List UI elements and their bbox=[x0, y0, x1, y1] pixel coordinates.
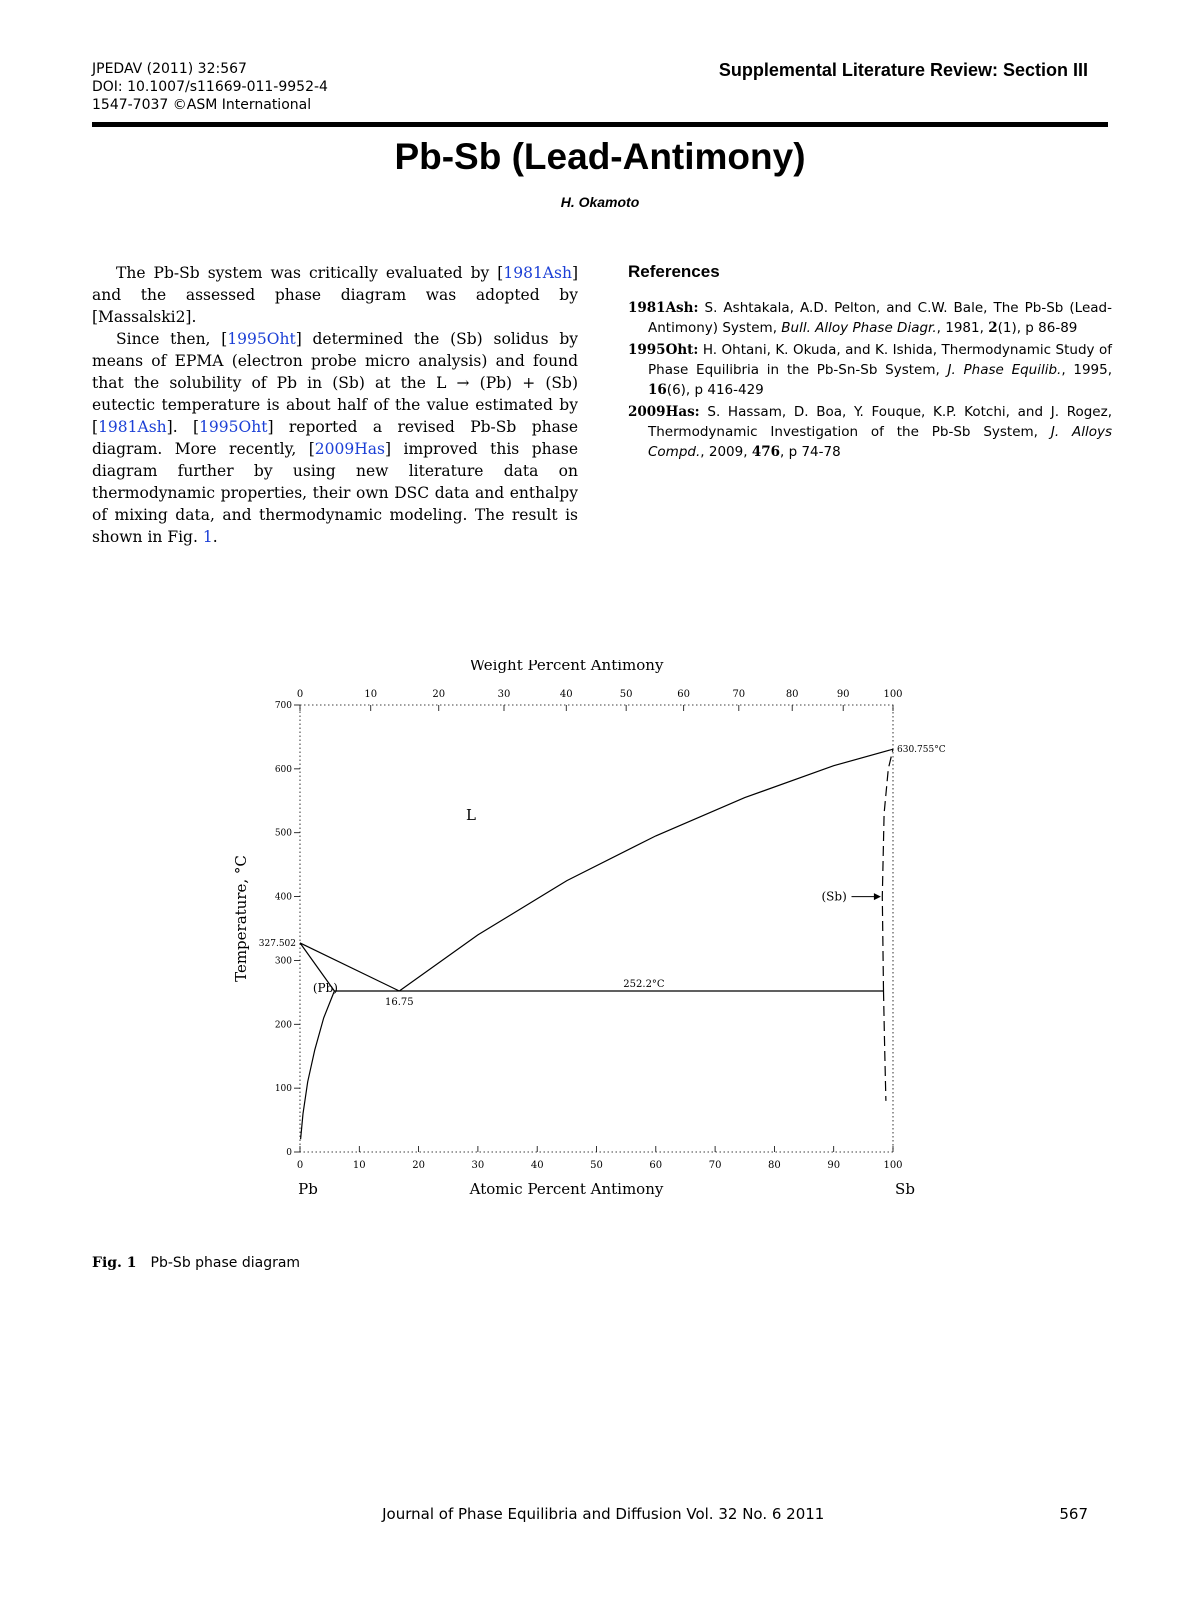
liquidus-sb-line bbox=[399, 749, 893, 991]
reference-volume: 476 bbox=[751, 444, 780, 460]
phase-diagram-chart bbox=[220, 660, 980, 1240]
top-tick-label: 70 bbox=[732, 689, 746, 700]
author: H. Okamoto bbox=[560, 194, 640, 210]
y-tick-label: 300 bbox=[274, 956, 292, 967]
reference-key: 1995Oht: bbox=[628, 342, 699, 358]
pb-endpoint-label: Pb bbox=[298, 1180, 318, 1198]
top-tick-label: 90 bbox=[836, 689, 850, 700]
reference-list bbox=[628, 298, 1112, 464]
x-tick-label: 20 bbox=[412, 1160, 425, 1171]
top-tick-label: 30 bbox=[497, 689, 511, 700]
doi-line: DOI: 10.1007/s11669-011-9952-4 bbox=[92, 79, 328, 95]
reference-pages: (1), p 86-89 bbox=[997, 320, 1078, 336]
phase-diagram-figure bbox=[220, 660, 980, 1240]
reference-year: , 1995, bbox=[1061, 362, 1113, 378]
reference-year: , 1981, bbox=[936, 320, 989, 336]
x-tick-label: 90 bbox=[827, 1160, 841, 1171]
text-span: ] reported a revised Pb-Sb phase diagram. More recently, [ bbox=[92, 418, 578, 458]
section-label: Supplemental Literature Review: Section III bbox=[718, 60, 1088, 80]
sb-phase-label: (Sb) bbox=[821, 889, 847, 904]
sb-melting-label: 630.755°C bbox=[897, 745, 946, 756]
figure-caption bbox=[92, 1255, 300, 1271]
footer-journal: Journal of Phase Equilibria and Diffusion Vol. 32 No. 6 2011 bbox=[382, 1505, 825, 1523]
x-tick-label: 40 bbox=[530, 1160, 544, 1171]
article-title: Pb-Sb (Lead-Antimony) bbox=[394, 136, 806, 177]
y-tick-label: 600 bbox=[274, 764, 292, 775]
x-axis-title: Atomic Percent Antimony bbox=[469, 1180, 664, 1198]
page-number: 567 bbox=[1059, 1505, 1088, 1523]
reference-year: , 2009, bbox=[700, 444, 752, 460]
reference-journal: J. Phase Equilib. bbox=[947, 362, 1062, 378]
sb-endpoint-label: Sb bbox=[895, 1180, 915, 1198]
paragraph-2 bbox=[92, 328, 578, 548]
text-span: The Pb-Sb system was critically evaluated by [ bbox=[116, 264, 504, 282]
citation-link[interactable]: 1981Ash bbox=[503, 264, 572, 282]
solidus-sb-line bbox=[882, 749, 893, 991]
text-span: ] and the assessed phase diagram was adopted by [Massalski2]. bbox=[92, 264, 578, 326]
top-tick-label: 50 bbox=[619, 689, 633, 700]
x-tick-label: 70 bbox=[708, 1160, 722, 1171]
citation-link[interactable]: 1995Oht bbox=[199, 418, 268, 436]
top-axis-title: Weight Percent Antimony bbox=[469, 660, 664, 674]
reference-item bbox=[628, 340, 1112, 400]
y-tick-label: 0 bbox=[286, 1148, 292, 1158]
body-text bbox=[92, 262, 578, 548]
reference-item bbox=[628, 402, 1112, 462]
x-tick-label: 0 bbox=[296, 1160, 304, 1171]
citation-link[interactable]: 1995Oht bbox=[227, 330, 296, 348]
figure-link[interactable]: 1 bbox=[202, 528, 213, 546]
references-heading: References bbox=[628, 262, 720, 281]
reference-authors: S. Ashtakala, A.D. Pelton, and C.W. Bale, The Pb-Sb (Lead-Antimony) System, bbox=[648, 300, 1112, 336]
citation-link[interactable]: 1981Ash bbox=[98, 418, 167, 436]
top-tick-label: 40 bbox=[559, 689, 573, 700]
y-tick-label: 100 bbox=[274, 1084, 292, 1095]
citation-link[interactable]: 2009Has bbox=[314, 440, 385, 458]
caption-label: Fig. 1 bbox=[92, 1255, 137, 1271]
journal-line: JPEDAV (2011) 32:567 bbox=[92, 61, 247, 77]
reference-item bbox=[628, 298, 1112, 338]
text-span: ] determined the (Sb) solidus by means of EPMA (electron probe micro analysis) and found that the solubility of Pb in (Sb) at the L → (Pb) + (Sb) eutectic temperature is about half of the value estimated by [ bbox=[92, 330, 578, 436]
pb-melting-label: 327.502 bbox=[258, 938, 296, 949]
x-tick-label: 10 bbox=[352, 1160, 366, 1171]
reference-volume: 16 bbox=[648, 382, 667, 398]
reference-journal: J. Alloys Compd. bbox=[648, 424, 1112, 460]
y-tick-label: 200 bbox=[274, 1020, 292, 1031]
x-tick-label: 30 bbox=[471, 1160, 485, 1171]
y-tick-label: 500 bbox=[274, 828, 292, 839]
text-span: ]. [ bbox=[166, 418, 200, 436]
sb-arrow-head bbox=[874, 893, 881, 900]
reference-pages: , p 74-78 bbox=[780, 444, 841, 460]
x-tick-label: 100 bbox=[883, 1160, 903, 1171]
reference-authors: S. Hassam, D. Boa, Y. Fouque, K.P. Kotchi, and J. Rogez, Thermodynamic Investigation of the Pb-Sb System, bbox=[648, 404, 1112, 440]
x-tick-label: 80 bbox=[768, 1160, 781, 1171]
journal-header bbox=[92, 60, 328, 114]
liquid-label: L bbox=[466, 805, 477, 824]
solvus-sb-line bbox=[884, 991, 886, 1101]
x-tick-label: 50 bbox=[590, 1160, 603, 1171]
text-span: ] improved this phase diagram further by using new literature data on thermodynamic properties, their own DSC data and enthalpy of mixing data, and thermodynamic modeling. The result is shown in Fig. bbox=[92, 440, 578, 546]
top-tick-label: 0 bbox=[296, 689, 304, 700]
top-tick-label: 20 bbox=[432, 689, 446, 700]
reference-key: 1981Ash: bbox=[628, 300, 699, 316]
reference-key: 2009Has: bbox=[628, 404, 700, 420]
page-footer bbox=[382, 1505, 1088, 1523]
caption-text: Pb-Sb phase diagram bbox=[150, 1255, 301, 1271]
plot-frame bbox=[300, 705, 893, 1152]
reference-pages: (6), p 416-429 bbox=[666, 382, 764, 398]
issn-line: 1547-7037 ©ASM International bbox=[92, 97, 312, 113]
reference-volume: 2 bbox=[988, 320, 998, 336]
y-tick-label: 700 bbox=[274, 701, 292, 711]
eutectic-composition-label: 16.75 bbox=[385, 996, 414, 1008]
top-tick-label: 100 bbox=[883, 689, 903, 700]
top-tick-label: 10 bbox=[364, 689, 378, 700]
x-tick-label: 60 bbox=[649, 1160, 663, 1171]
paragraph-1 bbox=[92, 262, 578, 328]
solvus-pb-line bbox=[301, 991, 335, 1139]
text-span: Since then, [ bbox=[116, 330, 228, 348]
header-rule bbox=[92, 122, 1108, 127]
eutectic-temperature-label: 252.2°C bbox=[623, 978, 665, 990]
reference-authors: H. Ohtani, K. Okuda, and K. Ishida, Thermodynamic Study of Phase Equilibria in the Pb-Sn-Sb System, bbox=[648, 342, 1112, 378]
top-tick-label: 60 bbox=[677, 689, 691, 700]
y-axis-title: Temperature, °C bbox=[232, 855, 250, 982]
text-span: . bbox=[212, 528, 218, 546]
reference-journal: Bull. Alloy Phase Diagr. bbox=[781, 320, 937, 336]
y-tick-label: 400 bbox=[274, 892, 292, 903]
pb-phase-label: (Pb) bbox=[312, 980, 338, 995]
top-tick-label: 80 bbox=[785, 689, 799, 700]
